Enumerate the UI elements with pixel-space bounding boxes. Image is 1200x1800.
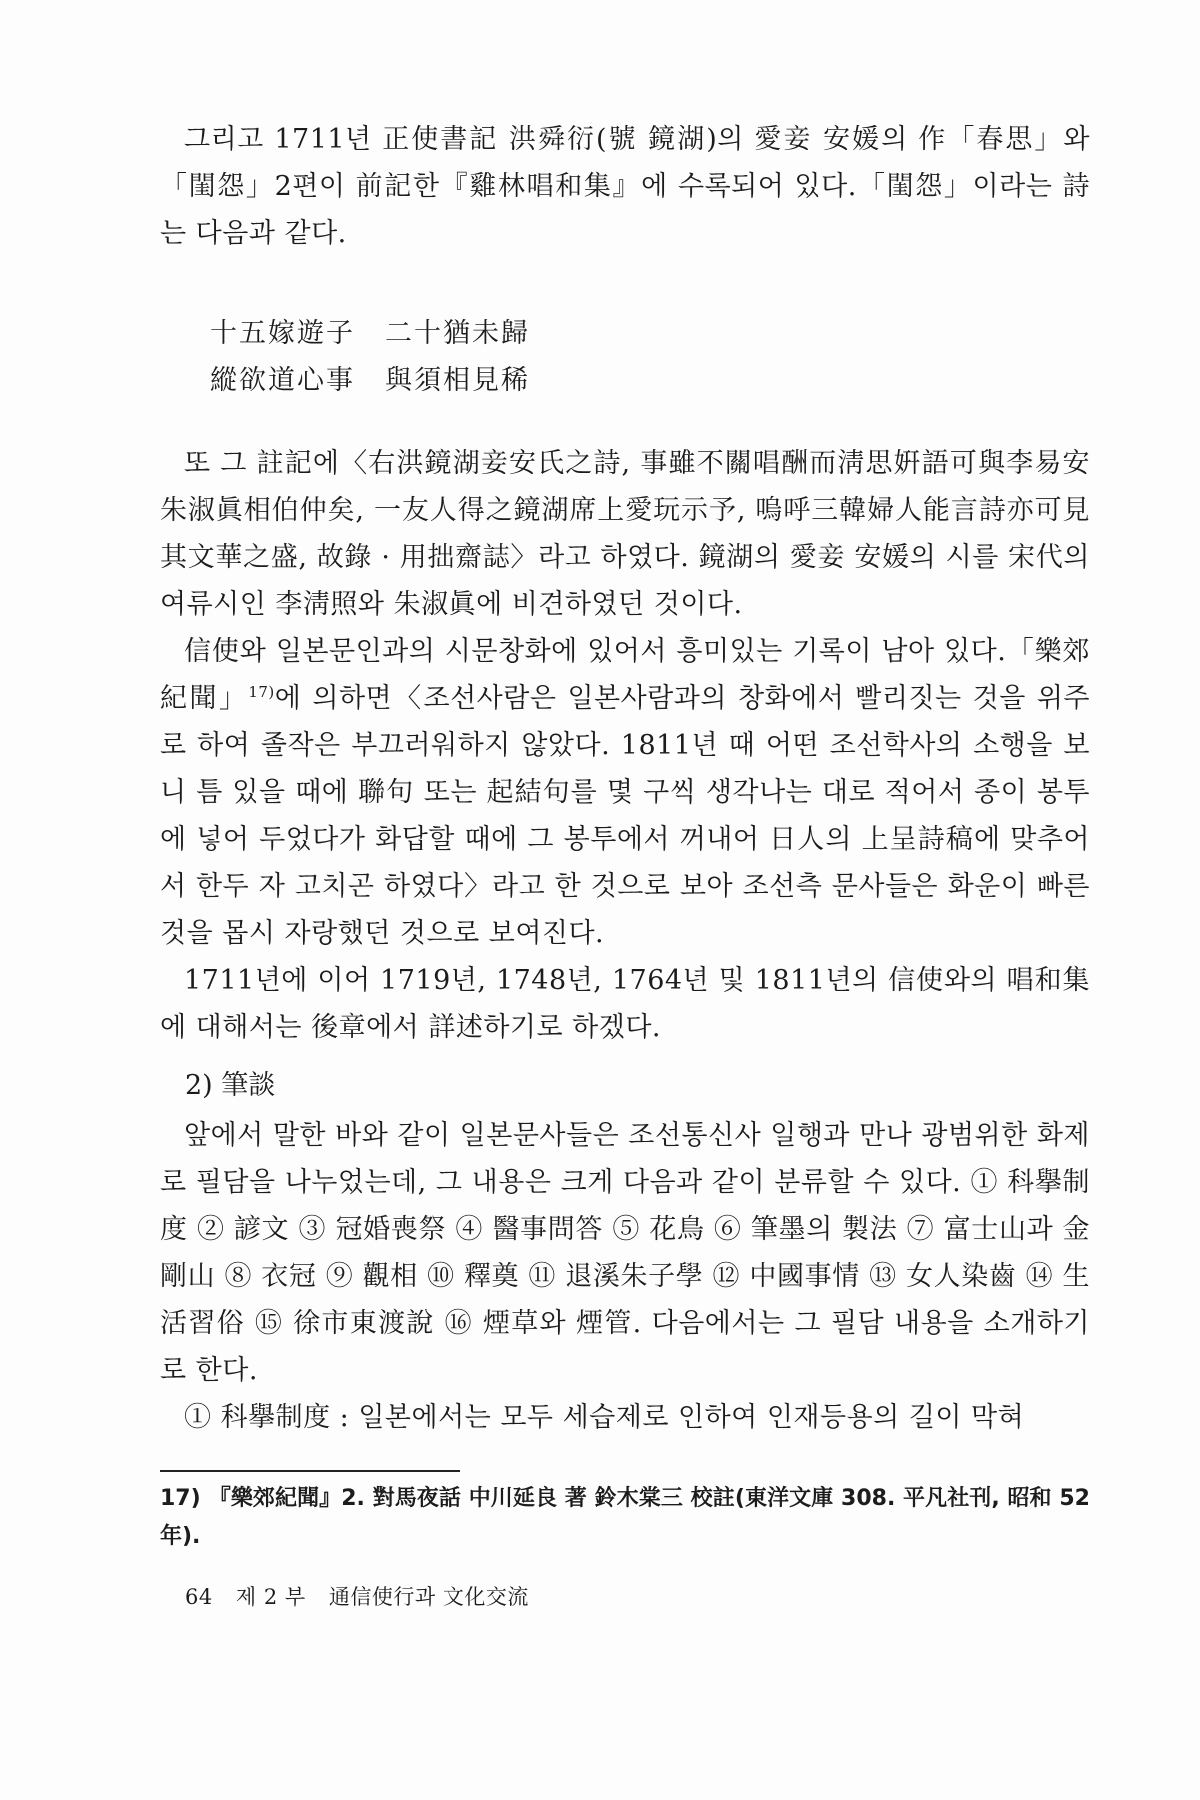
- annotation-paragraph: 또 그 註記에〈右洪鏡湖妾安氏之詩, 事雖不關唱酬而淸思姸語可與李易安朱淑眞相伯仲矣, 一友人得之鏡湖席上愛玩示予, 嗚呼三韓婦人能言詩亦可見其文華之盛, 故錄 · 用拙齋誌〉라고 하였다. 鏡湖의 愛妾 安媛의 시를 宋代의 여류시인 李淸照와 朱淑眞에 비견하였던 것이다.: [160, 448, 1090, 620]
- later-paragraph: 1711년에 이어 1719년, 1748년, 1764년 및 1811년의 信使와의 唱和集에 대해서는 後章에서 詳述하기로 하겠다.: [160, 965, 1090, 1043]
- poem-line-2: [210, 357, 530, 404]
- page-number: 64: [185, 1585, 213, 1609]
- exchange-paragraph-part-2: 에 의하면〈조선사람은 일본사람과의 창화에서 빨리짓는 것을 위주로 하여 졸작은 부끄러워하지 않았다. 1811년 때 어떤 조선학사의 소행을 보니 틈 있을 때에 聯句 또는 起結句를 몇 구씩 생각나는 대로 적어서 종이 봉투에 넣어 두었다가 화답할 때에 그 봉투에서 꺼내어 日人의 上呈詩稿에 맞추어서 한두 자 고치곤 하였다〉라고 한 것으로 보아 조선측 문사들은 화운이 빠른 것을 몹시 자랑했던 것으로 보여진다.: [160, 683, 1091, 949]
- footnote-text: 『樂郊紀聞』2. 對馬夜話 中川延良 著 鈴木棠三 校註(東洋文庫 308. 平凡社刊, 昭和 52年).: [160, 1486, 1090, 1549]
- section-body: [160, 1112, 1090, 1441]
- section-item-1: ① 科擧制度 : 일본에서는 모두 세습제로 인하여 인재등용의 길이 막혀: [184, 1402, 1025, 1433]
- poem-line-2-first: 縱欲道心事: [210, 365, 355, 396]
- footer-title: 通信使行과 文化交流: [328, 1585, 529, 1609]
- poem-block: [210, 310, 530, 404]
- footer-part: 제 2 부: [235, 1585, 306, 1609]
- section-heading: 2) 筆談: [185, 1070, 276, 1101]
- main-body: [160, 440, 1090, 1051]
- exchange-paragraph-part-1: 信使와 일본문인과의 시문창화에 있어서 흥미있는 기록이 남아 있다.「樂郊紀聞」: [160, 636, 1090, 714]
- poem-line-1-second: 二十猶未歸: [385, 318, 530, 349]
- footnote-divider: [160, 1470, 460, 1472]
- footnote-17: [160, 1480, 1090, 1556]
- section-paragraph: 앞에서 말한 바와 같이 일본문사들은 조선통신사 일행과 만나 광범위한 화제로 필담을 나누었는데, 그 내용은 크게 다음과 같이 분류할 수 있다. ① 科擧制度 ② 諺文 ③ 冠婚喪祭 ④ 醫事問答 ⑤ 花鳥 ⑥ 筆墨의 製法 ⑦ 富士山과 金剛山 ⑧ 衣冠 ⑨ 觀相 ⑩ 釋奠 ⑪ 退溪朱子學 ⑫ 中國事情 ⑬ 女人染齒 ⑭ 生活習俗 ⑮ 徐市東渡說 ⑯ 煙草와 煙管. 다음에서는 그 필담 내용을 소개하기로 한다.: [160, 1120, 1090, 1386]
- page-footer: [185, 1582, 545, 1612]
- footnote-ref-17[interactable]: 17): [248, 683, 275, 701]
- footnote-number: 17): [160, 1486, 201, 1511]
- poem-line-2-second: 與須相見稀: [385, 365, 530, 396]
- intro-paragraph: 그리고 1711년 正使書記 洪舜衍(號 鏡湖)의 愛妾 安媛의 作「春思」와「閨怨」2편이 前記한『雞林唱和集』에 수록되어 있다.「閨怨」이라는 詩는 다음과 같다.: [160, 124, 1090, 249]
- poem-line-1-first: 十五嫁遊子: [210, 318, 355, 349]
- intro-section: [160, 116, 1090, 257]
- poem-line-1: [210, 310, 530, 357]
- exchange-paragraph: [160, 628, 1090, 957]
